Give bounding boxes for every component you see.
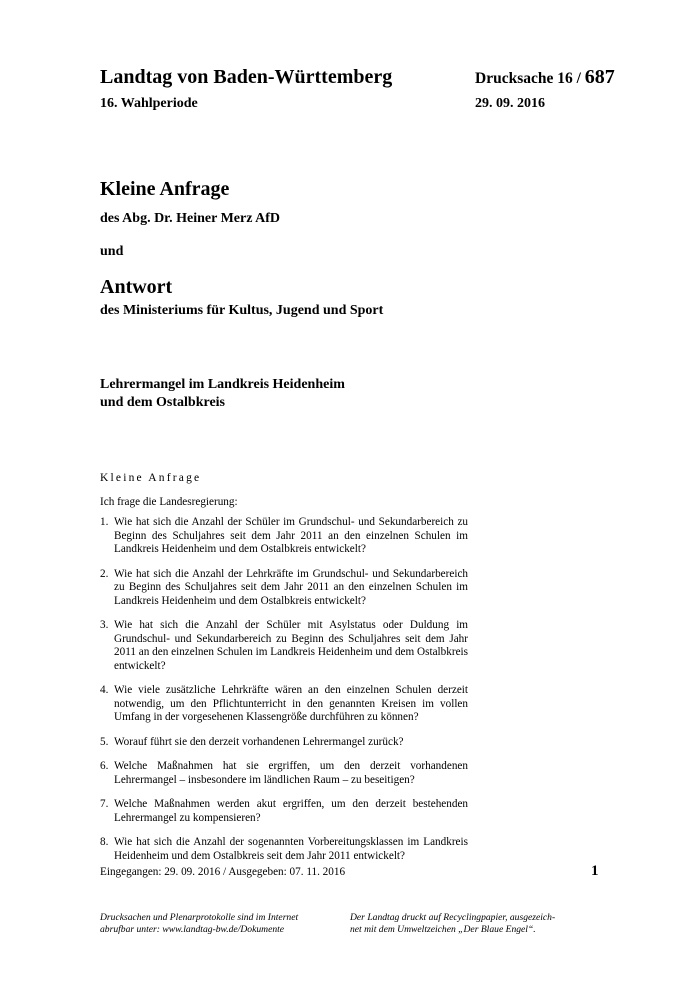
recycling-note bbox=[350, 912, 600, 936]
question-list bbox=[100, 516, 468, 874]
question-number: 5. bbox=[100, 735, 109, 748]
question-text: Wie viele zusätzliche Lehrkräfte wären an den einzelnen Schulen derzeit notwendig, um den Pflichtunterricht in den genannten Kreisen im vollen Umfang in der vorgesehenen Klassengröße durchführen zu können? bbox=[114, 684, 468, 723]
question-number: 2. bbox=[100, 567, 109, 580]
question-item bbox=[100, 516, 468, 557]
question-item bbox=[100, 836, 468, 863]
document-number bbox=[475, 66, 615, 89]
question-item bbox=[100, 568, 468, 609]
question-number: 8. bbox=[100, 836, 109, 848]
legislative-period: 16. Wahlperiode bbox=[100, 96, 198, 111]
question-author: des Abg. Dr. Heiner Merz AfD bbox=[100, 211, 281, 226]
recycling-note-line: net mit dem Umweltzeichen „Der Blaue Engel“. bbox=[350, 924, 536, 935]
question-text: Wie hat sich die Anzahl der Schüler im Grundschul- und Sekundarbereich zu Beginn des Schuljahres seit dem Jahr 2011 an den einzelnen Schulen im Landkreis Heidenheim und dem Ostalbkreis entwickelt? bbox=[114, 516, 468, 555]
topic-title-line: und dem Ostalbkreis bbox=[100, 395, 225, 410]
question-item bbox=[100, 619, 468, 673]
question-item bbox=[100, 760, 468, 787]
question-text: Welche Maßnahmen werden akut ergriffen, um den derzeit bestehenden Lehrermangel zu kompensieren? bbox=[114, 798, 468, 824]
conjunction: und bbox=[100, 244, 124, 259]
question-number: 1. bbox=[100, 516, 109, 528]
page-number: 1 bbox=[591, 863, 599, 879]
received-issued-dates: Eingegangen: 29. 09. 2016 / Ausgegeben: 07. 11. 2016 bbox=[100, 866, 346, 878]
section-title: Kleine Anfrage bbox=[100, 472, 202, 484]
question-number: 7. bbox=[100, 798, 109, 810]
question-number: 6. bbox=[100, 760, 109, 772]
internet-note-line: abrufbar unter: www.landtag-bw.de/Dokumente bbox=[100, 924, 285, 935]
recycling-note-line: Der Landtag druckt auf Recyclingpapier, ausgezeich- bbox=[350, 912, 556, 923]
question-text: Worauf führt sie den derzeit vorhandenen Lehrermangel zurück? bbox=[114, 735, 404, 748]
internet-note-line: Drucksachen und Plenarprotokolle sind im Internet bbox=[100, 912, 299, 923]
question-text: Wie hat sich die Anzahl der Lehrkräfte im Grundschul- und Sekundarbereich zu Beginn des Schuljahres seit dem Jahr 2011 an den einzelnen Schulen im Landkreis Heidenheim und dem Ostalbkreis entwickelt? bbox=[114, 567, 468, 607]
question-item bbox=[100, 684, 468, 725]
question-item bbox=[100, 798, 468, 825]
question-item bbox=[100, 736, 468, 750]
question-text: Wie hat sich die Anzahl der Schüler mit Asylstatus oder Duldung im Grundschul- und Sekundarbereich zu Beginn des Schuljahres seit dem Jahr 2011 an den einzelnen Schulen im Landkreis Heidenheim und dem Ostalbkreis entwickelt? bbox=[114, 619, 468, 672]
answer-author: des Ministeriums für Kultus, Jugend und Sport bbox=[100, 303, 384, 318]
topic-title-line: Lehrermangel im Landkreis Heidenheim bbox=[100, 377, 345, 392]
section-intro: Ich frage die Landesregierung: bbox=[100, 496, 238, 508]
topic-title bbox=[100, 376, 480, 412]
document-date: 29. 09. 2016 bbox=[475, 96, 545, 111]
question-text: Welche Maßnahmen hat sie ergriffen, um den derzeit vorhandenen Lehrermangel – insbesondere im ländlichen Raum – zu beseitigen? bbox=[114, 760, 468, 786]
document-number-value: 687 bbox=[584, 66, 615, 88]
question-number: 3. bbox=[100, 619, 109, 631]
question-heading: Kleine Anfrage bbox=[100, 178, 230, 200]
answer-heading: Antwort bbox=[100, 276, 173, 298]
document-number-label: Drucksache 16 / bbox=[475, 70, 581, 87]
question-number: 4. bbox=[100, 684, 109, 696]
question-text: Wie hat sich die Anzahl der sogenannten Vorbereitungsklassen im Landkreis Heidenheim und dem Ostalbkreis seit dem Jahr 2011 entwickelt? bbox=[114, 836, 468, 862]
parliament-title: Landtag von Baden-Württemberg bbox=[100, 66, 393, 88]
internet-note bbox=[100, 912, 345, 936]
